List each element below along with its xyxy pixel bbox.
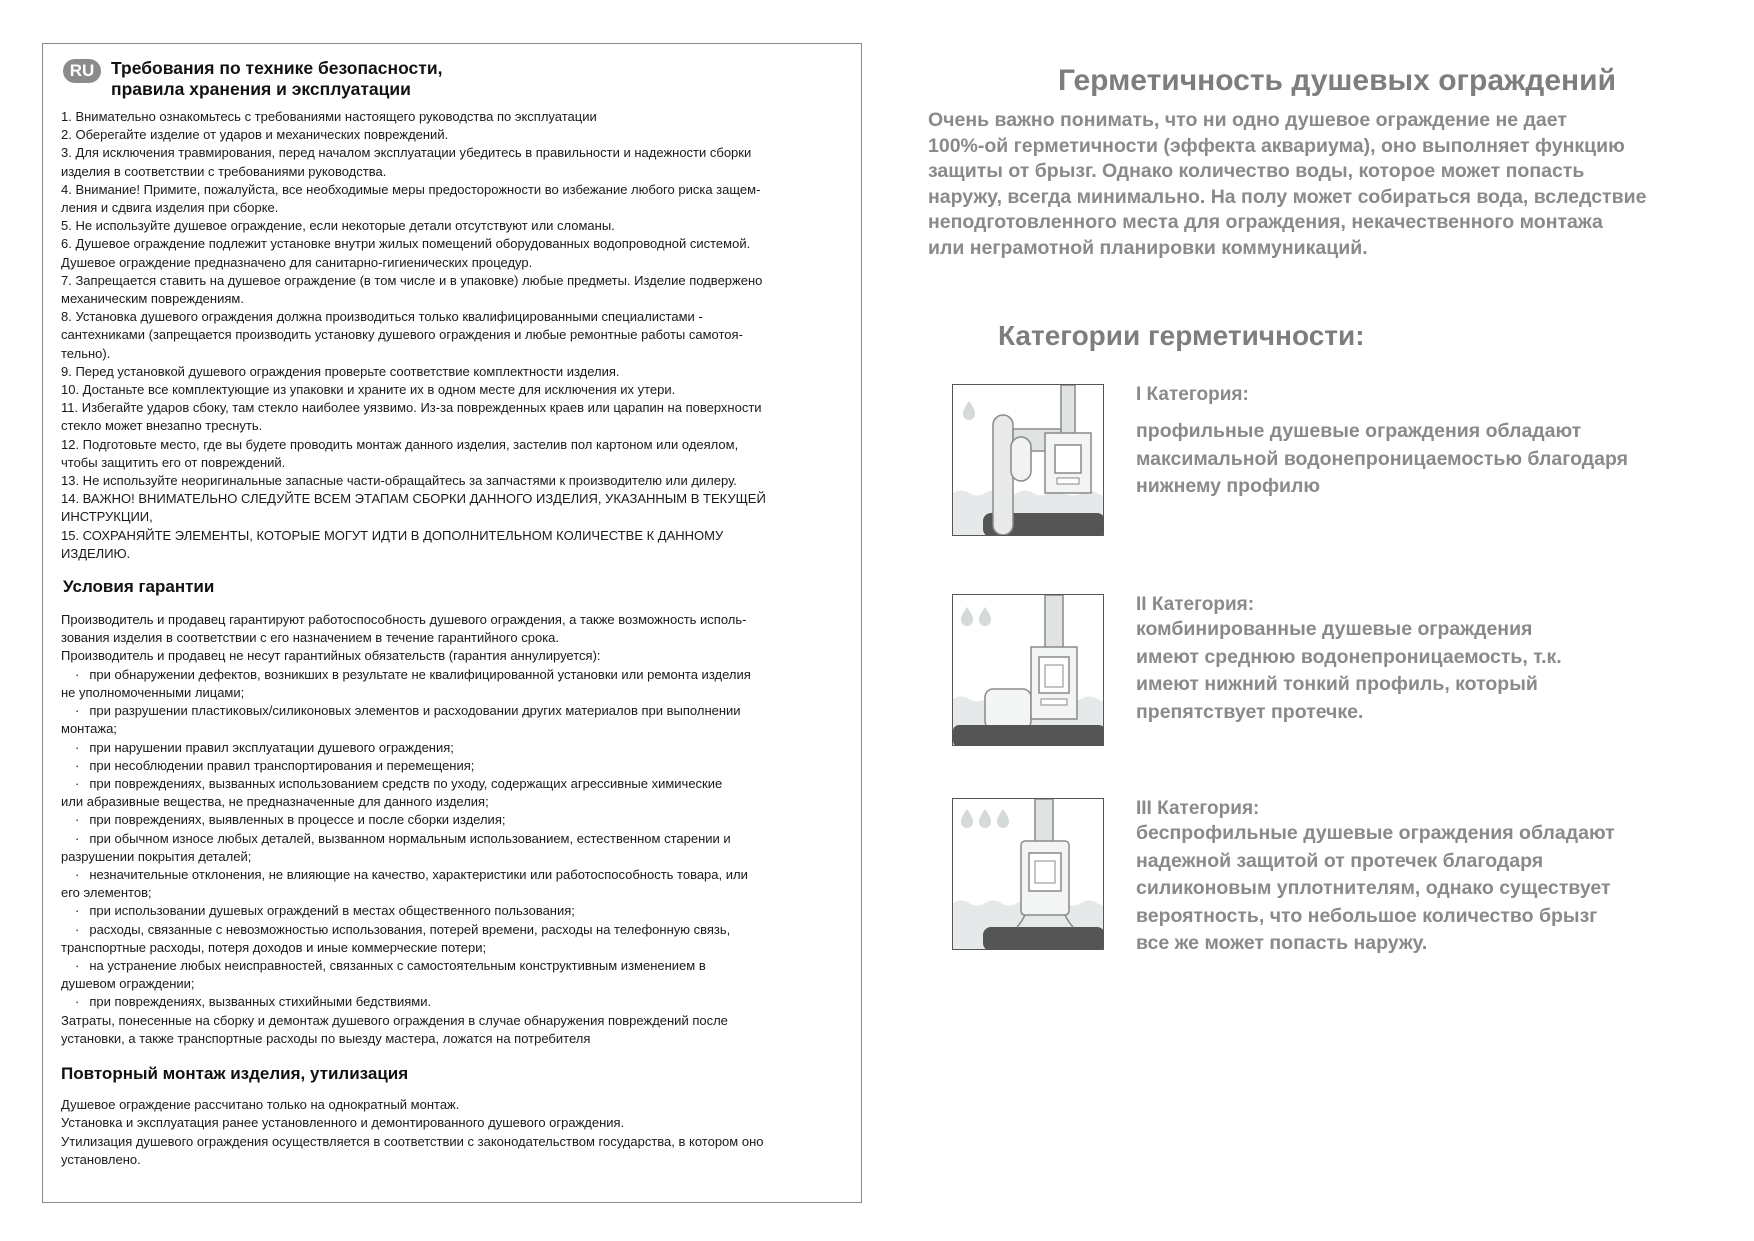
safety-title-line: правила хранения и эксплуатации: [111, 79, 411, 99]
category-1-name: I Категория:: [1136, 384, 1249, 405]
category-2-description: [1136, 616, 1562, 726]
safety-rule-line: 14. ВАЖНО! ВНИМАТЕЛЬНО СЛЕДУЙТЕ ВСЕМ ЭТАПАМ СБОРКИ ДАННОГО ИЗДЕЛИЯ, УКАЗАННЫМ В ТЕКУЩЕЙ: [61, 491, 766, 507]
warranty-line: душевом ограждении;: [61, 976, 195, 992]
safety-rule-line: 11. Избегайте ударов сбоку, там стекло наиболее уязвимо. Из-за поврежденных краев или царапин на поверхности: [61, 400, 762, 416]
category-2-name: II Категория:: [1136, 594, 1255, 615]
warranty-line: его элементов;: [61, 885, 152, 901]
drop-icon: [961, 809, 973, 828]
drop-icon: [961, 607, 973, 626]
intro-line: наружу, всегда минимально. На полу может собираться вода, вследствие: [928, 185, 1647, 208]
tightness-intro: [928, 108, 1728, 261]
warranty-bullet-item: · при повреждениях, вызванных стихийными бедствиями.: [61, 993, 853, 1011]
safety-rule-line: механическим повреждениям.: [61, 291, 244, 307]
warranty-line: транспортные расходы, потеря доходов и иные коммерческие потери;: [61, 939, 487, 955]
safety-rule-line: 1. Внимательно ознакомьтесь с требованиями настоящего руководства по эксплуатации: [61, 109, 597, 124]
category-desc-line: комбинированные душевые ограждения: [1136, 618, 1533, 640]
safety-rule-line: 7. Запрещается ставить на душевое ограждение (в том числе и в упаковке) любые предметы. Изделие подвержено: [61, 272, 763, 288]
safety-rule-line: тельно).: [61, 345, 111, 361]
reinstall-line: Установка и эксплуатация ранее установленного и демонтированного душевого ограждения.: [61, 1115, 625, 1131]
category-desc-line: беспрофильные душевые ограждения обладают: [1136, 822, 1615, 844]
warranty-bullet-item: · при обнаружении дефектов, возникших в результате не квалифицированной установки или ремонта изделия: [61, 666, 853, 684]
safety-rule-line: 15. СОХРАНЯЙТЕ ЭЛЕМЕНТЫ, КОТОРЫЕ МОГУТ ИДТИ В ДОПОЛНИТЕЛЬНОМ КОЛИЧЕСТВЕ К ДАННОМУ: [61, 527, 724, 543]
reinstall-text: [61, 1096, 853, 1170]
drop-icon: [979, 809, 991, 828]
category-desc-line: все же может попасть наружу.: [1136, 932, 1428, 954]
warranty-title: Условия гарантии: [63, 577, 215, 597]
intro-line: Очень важно понимать, что ни одно душевое ограждение не дает: [928, 109, 1567, 131]
reinstall-line: Душевое ограждение рассчитано только на однократный монтаж.: [61, 1096, 460, 1112]
category-2-illustration: [952, 594, 1104, 746]
safety-rule-line: ления и сдвига изделия при сборке.: [61, 200, 279, 216]
safety-panel: [42, 43, 862, 1203]
safety-rule-line: 8. Установка душевого ограждения должна производиться только квалифицированными специалистами -: [61, 309, 703, 325]
safety-rule-line: 12. Подготовьте место, где вы будете проводить монтаж данного изделия, застелив пол картоном или одеялом,: [61, 436, 739, 452]
warranty-line: Производитель и продавец не несут гарантийных обязательств (гарантия аннулируется):: [61, 648, 601, 664]
category-desc-line: профильные душевые ограждения обладают: [1136, 420, 1582, 442]
warranty-line: или абразивные вещества, не предназначенные для данного изделия;: [61, 794, 489, 810]
safety-rule-line: стекло может внезапно треснуть.: [61, 418, 263, 434]
category-desc-line: препятствует протечке.: [1136, 700, 1364, 723]
intro-line: или неграмотной планировки коммуникаций.: [928, 236, 1368, 259]
safety-rule-line: 6. Душевое ограждение подлежит установке внутри жилых помещений оборудованных водопроводной системой.: [61, 236, 751, 252]
frameless-shower-illustration: [953, 799, 1104, 950]
safety-rule-line: 2. Оберегайте изделие от ударов и механических повреждений.: [61, 127, 449, 143]
drop-icon: [997, 809, 1009, 828]
safety-rule-line: 9. Перед установкой душевого ограждения проверьте соответствие комплектности изделия.: [61, 363, 620, 379]
intro-line: защиты от брызг. Однако количество воды, которое может попасть: [928, 160, 1585, 182]
category-1-description: [1136, 418, 1628, 501]
category-1: [952, 384, 1732, 544]
safety-rule-line: чтобы защитить его от повреждений.: [61, 454, 286, 470]
category-3-description: [1136, 820, 1615, 958]
profile-shower-illustration: [953, 385, 1104, 536]
tightness-title: Герметичность душевых ограждений: [1058, 64, 1617, 97]
category-desc-line: имеют нижний тонкий профиль, который: [1136, 673, 1538, 695]
category-desc-line: силиконовым уплотнителям, однако существует: [1136, 877, 1611, 899]
warranty-line: зования изделия в соответствии с его назначением в течение гарантийного срока.: [61, 630, 560, 646]
safety-rule-line: Душевое ограждение предназначено для санитарно-гигиенических процедур.: [61, 254, 533, 270]
categories-title: Категории герметичности:: [998, 320, 1365, 351]
safety-rule-line: ИНСТРУКЦИИ,: [61, 509, 153, 525]
warranty-text: [61, 611, 853, 1048]
safety-title-line: Требования по технике безопасности,: [111, 58, 443, 78]
category-desc-line: нижнему профилю: [1136, 475, 1321, 497]
intro-line: неподготовленного места для ограждения, некачественного монтажа: [928, 211, 1603, 233]
safety-header: [63, 58, 853, 100]
safety-rule-line: 10. Достаньте все комплектующие из упаковки и храните их в одном месте для исключения их утери.: [61, 382, 676, 398]
warranty-line: разрушении покрытия деталей;: [61, 848, 252, 864]
category-3: [952, 798, 1732, 958]
warranty-line: установки, а также транспортные расходы по выезду мастера, ложатся на потребителя: [61, 1030, 591, 1046]
warranty-line: Затраты, понесенные на сборку и демонтаж душевого ограждения в случае обнаружения повреждений после: [61, 1012, 728, 1028]
warranty-bullet-item: · при разрушении пластиковых/силиконовых элементов и расходовании других материалов при выполнении: [61, 702, 853, 720]
warranty-bullet-item: · на устранение любых неисправностей, связанных с самостоятельным конструктивным изменением в: [61, 957, 853, 975]
safety-rule-line: 5. Не используйте душевое ограждение, если некоторые детали отсутствуют или сломаны.: [61, 218, 615, 234]
warranty-bullet-item: · незначительные отклонения, не влияющие на качество, характеристики или работоспособность товара, или: [61, 866, 853, 884]
safety-rules-list: [61, 108, 853, 563]
reinstall-line: Утилизация душевого ограждения осуществляется в соответствии с законодательством государства, в котором оно: [61, 1133, 764, 1149]
warranty-bullet-item: · при повреждениях, вызванных использованием средств по уходу, содержащих агрессивные химические: [61, 775, 853, 793]
warranty-bullet-item: · при обычном износе любых деталей, вызванном нормальным использованием, естественном старении и: [61, 830, 853, 848]
safety-rule-line: сантехниками (запрещается производить установку душевого ограждения и любые ремонтные работы самотоя-: [61, 327, 743, 343]
warranty-line: монтажа;: [61, 721, 117, 737]
category-desc-line: имеют среднюю водонепроницаемость, т.к.: [1136, 645, 1562, 668]
safety-rule-line: ИЗДЕЛИЮ.: [61, 545, 131, 561]
warranty-line: Производитель и продавец гарантируют работоспособность душевого ограждения, а также возможность исполь-: [61, 612, 747, 628]
safety-title: [111, 58, 442, 100]
category-desc-line: вероятность, что небольшое количество брызг: [1136, 904, 1598, 927]
warranty-bullet-item: · при нарушении правил эксплуатации душевого ограждения;: [61, 739, 853, 757]
safety-rule-line: изделия в соответствии с требованиями руководства.: [61, 163, 387, 179]
category-desc-line: надежной защитой от протечек благодаря: [1136, 849, 1544, 872]
category-1-illustration: [952, 384, 1104, 536]
reinstall-title: Повторный монтаж изделия, утилизация: [61, 1063, 409, 1083]
safety-rule-line: 3. Для исключения травмирования, перед началом эксплуатации убедитесь в правильности и надежности сборки: [61, 145, 752, 161]
intro-line: 100%-ой герметичности (эффекта аквариума), оно выполняет функцию: [928, 134, 1625, 157]
warranty-bullet-item: · при несоблюдении правил транспортирования и перемещения;: [61, 757, 853, 775]
safety-rule-line: 13. Не используйте неоригинальные запасные части-обращайтесь за запчастями к производителю или дилеру.: [61, 473, 737, 489]
drop-icon: [963, 401, 975, 420]
warranty-bullet-item: · расходы, связанные с невозможностью использования, потерей времени, расходы на телефонную связь,: [61, 921, 853, 939]
category-2: [952, 594, 1732, 754]
warranty-line: не уполномоченными лицами;: [61, 684, 245, 700]
drop-icon: [979, 607, 991, 626]
warranty-bullet-item: · при использовании душевых ограждений в местах общественного пользования;: [61, 902, 853, 920]
category-3-illustration: [952, 798, 1104, 950]
language-badge: RU: [63, 59, 101, 83]
reinstall-line: установлено.: [61, 1152, 141, 1168]
category-3-name: III Категория:: [1136, 798, 1260, 819]
warranty-bullet-item: · при повреждениях, выявленных в процессе и после сборки изделия;: [61, 811, 853, 829]
safety-rule-line: 4. Внимание! Примите, пожалуйста, все необходимые меры предосторожности во избежание любого риска защем-: [61, 181, 761, 197]
combined-shower-illustration: [953, 595, 1104, 746]
category-desc-line: максимальной водонепроницаемостью благодаря: [1136, 447, 1628, 470]
